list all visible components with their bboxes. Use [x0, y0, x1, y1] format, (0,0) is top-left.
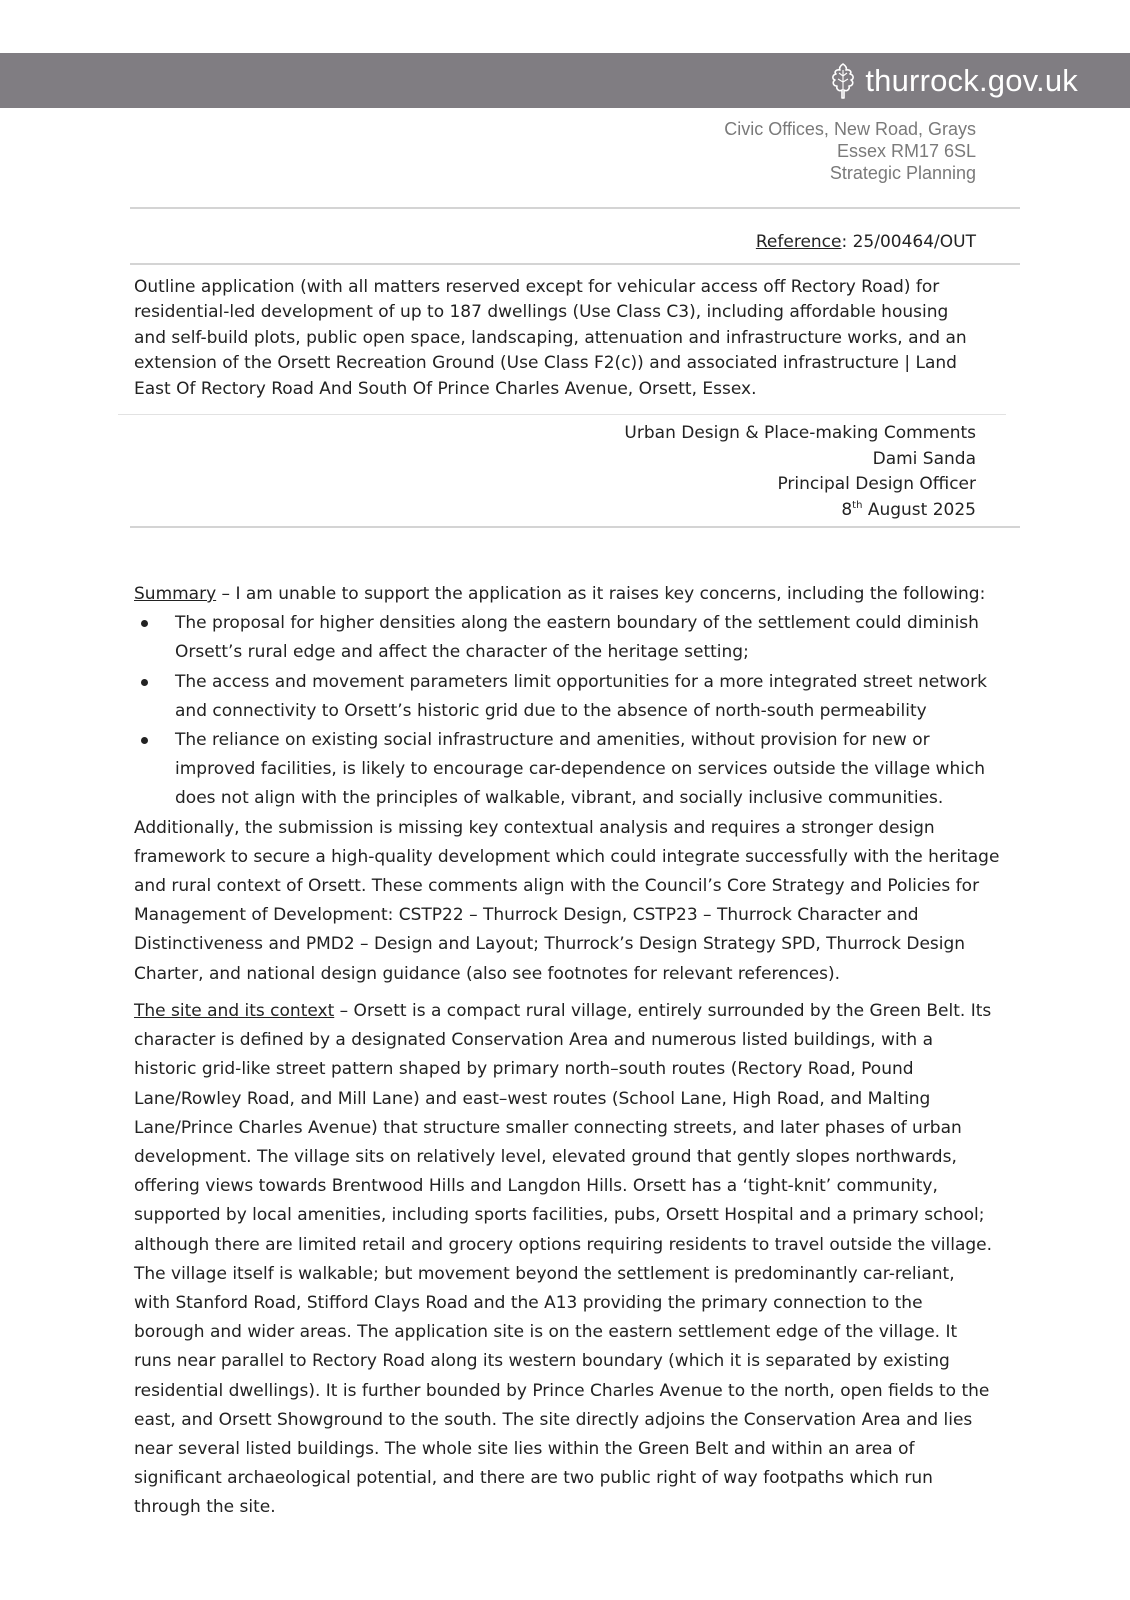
address-block: [724, 118, 976, 184]
context-body: Orsett is a compact rural village, entirely surrounded by the Green Belt. Its character is defined by a designated Conservation Area and numerous listed buildings, with a historic grid-like street pattern shaped by primary north–south routes (Rectory Road, Pound Lane/Rowley Road, and Mill Lane) and east–west routes (School Lane, High Road, and Malting Lane/Prince Charles Avenue) that structure smaller connecting streets, and later phases of urban development. The village sits on relatively level, elevated ground that gently slopes northwards, offering views towards Brentwood Hills and Langdon Hills. Orsett has a ‘tight-knit’ community, supported by local amenities, including sports facilities, pubs, Orsett Hospital and a primary school; although there are limited retail and grocery options requiring residents to travel outside the village. The village itself is walkable; but movement beyond the settlement is predominantly car-reliant, with Stanford Road, Stifford Clays Road and the A13 providing the primary connection to the borough and wider areas. The application site is on the eastern settlement edge of the village. It runs near parallel to Rectory Road along its western boundary (which it is separated by existing residential dwellings). It is further bounded by Prince Charles Avenue to the north, open fields to the east, and Orsett Showground to the south. The site directly adjoins the Conservation Area and lies near several listed buildings. The whole site lies within the Green Belt and within an area of significant archaeological potential, and there are two public right of way footpaths which run through the site.: [134, 1001, 993, 1518]
summary-closing: Additionally, the submission is missing key contextual analysis and requires a stronger design framework to secure a high-quality development which could integrate successfully with the heritage and rural context of Orsett. These comments align with the Council’s Core Strategy and Policies for Management of Development: CSTP22 – Thurrock Design, CSTP23 – Thurrock Character and Distinctiveness and PMD2 – Design and Layout; Thurrock’s Design Strategy SPD, Thurrock Design Charter, and national design guidance (also see footnotes for relevant references).: [134, 817, 1000, 984]
address-line: Essex RM17 6SL: [836, 141, 976, 161]
list-item: [134, 609, 1004, 667]
context-heading: The site and its context: [134, 1001, 335, 1021]
bullet-text: The access and movement parameters limit opportunities for a more integrated street network and connectivity to Orsett’s historic grid due to the absence of north-south permeability: [175, 671, 988, 721]
summary-intro-text: – I am unable to support the application as it raises key concerns, including the following:: [216, 584, 986, 604]
application-description: Outline application (with all matters reserved except for vehicular access off Rectory Road) for residential-led development of up to 187 dwellings (Use Class C3), including affordable housing and self-build plots, public open space, landscaping, attenuation and infrastructure works, and an extension of the Orsett Recreation Ground (Use Class F2(c)) and associated infrastructure | Land East Of Rectory Road And South Of Prince Charles Avenue, Orsett, Essex.: [134, 277, 967, 399]
reference-line: [756, 232, 976, 252]
officer-name: Dami Sanda: [872, 448, 976, 469]
list-item: [134, 668, 1004, 726]
list-item: [134, 726, 1004, 814]
site-context-section: [134, 997, 994, 1523]
reference-label: Reference: [755, 232, 842, 252]
divider: [130, 207, 1020, 209]
summary-heading: Summary: [134, 584, 217, 604]
date-rest: August 2025: [862, 499, 976, 520]
officer-role: Principal Design Officer: [777, 474, 976, 495]
date-day: 8: [841, 499, 853, 520]
header-banner: [0, 53, 1130, 108]
bullet-text: The proposal for higher densities along the eastern boundary of the settlement could diminish Orsett’s rural edge and affect the character of the heritage setting;: [175, 613, 979, 663]
signoff-block: [624, 421, 976, 523]
council-logo[interactable]: [827, 53, 1078, 108]
divider: [130, 526, 1020, 528]
address-line: Strategic Planning: [829, 163, 976, 183]
summary-section: [134, 580, 1004, 989]
comments-title: Urban Design & Place-making Comments: [624, 423, 976, 443]
comment-date: [624, 498, 976, 524]
date-suffix: th: [852, 499, 863, 511]
logo-text: thurrock.gov.uk: [865, 62, 1078, 98]
bullet-icon: [141, 679, 148, 686]
bullet-icon: [141, 737, 148, 744]
bullet-icon: [141, 620, 148, 627]
summary-intro: [134, 580, 1004, 609]
context-dash: –: [334, 1001, 349, 1021]
divider: [130, 263, 1020, 265]
divider: [118, 414, 1006, 415]
context-paragraph: [134, 997, 994, 1523]
summary-bullet-list: [134, 609, 1004, 813]
address-line: Civic Offices, New Road, Grays: [724, 119, 976, 139]
oak-leaf-icon: [827, 61, 859, 101]
reference-value: : 25/00464/OUT: [841, 232, 976, 252]
bullet-text: The reliance on existing social infrastructure and amenities, without provision for new or improved facilities, is likely to encourage car-dependence on services outside the village which does not align with the principles of walkable, vibrant, and socially inclusive communities.: [175, 730, 986, 809]
